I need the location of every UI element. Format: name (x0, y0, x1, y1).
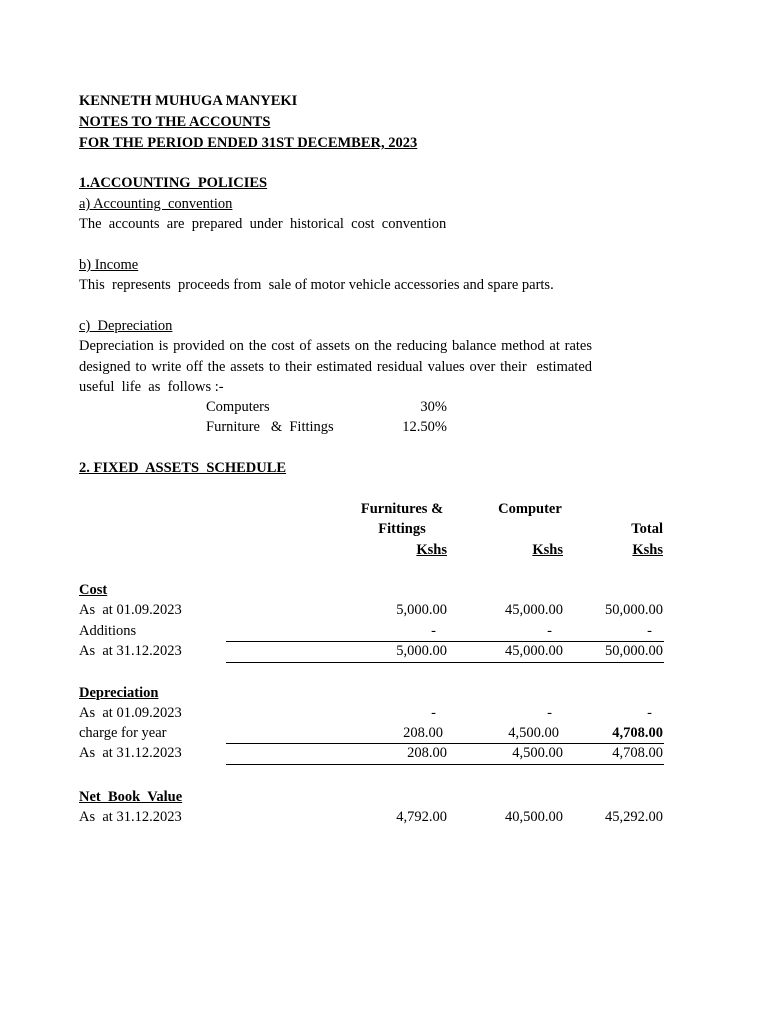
rate-asset-furniture: Furniture & Fittings (206, 419, 334, 435)
nbv-row-label: As at 31.12.2023 (79, 809, 182, 825)
nbv-row-furniture: 4,792.00 (396, 809, 447, 825)
cost-row-computer: - (547, 623, 552, 639)
cost-row-furniture: 5,000.00 (396, 602, 447, 618)
rate-value-furniture: 12.50% (402, 419, 447, 435)
nbv-heading: Net Book Value (79, 789, 183, 805)
cost-row-total: - (647, 623, 652, 639)
document-title: NOTES TO THE ACCOUNTS (79, 114, 271, 130)
divider (226, 662, 664, 663)
cost-row-furniture: 5,000.00 (396, 643, 447, 659)
col-computer-currency: Kshs (532, 542, 563, 558)
depreciation-row-furniture: - (431, 705, 436, 721)
nbv-row-computer: 40,500.00 (505, 809, 563, 825)
depreciation-row-total: 4,708.00 (612, 745, 663, 761)
convention-text: The accounts are prepared under historical cost convention (79, 216, 447, 232)
depreciation-text: Depreciation is provided on the cost of assets on the reducing balance method at rates designed to write off the assets to their estimated residual values over their estimated useful life as follows :- (79, 338, 600, 395)
depreciation-row-furniture: 208.00 (407, 745, 447, 761)
period-title: FOR THE PERIOD ENDED 31ST DECEMBER, 2023 (79, 135, 418, 151)
depreciation-row-computer: 4,500.00 (512, 745, 563, 761)
depreciation-row-label: As at 31.12.2023 (79, 745, 182, 761)
income-heading: b) Income (79, 257, 139, 273)
schedule-heading: 2. FIXED ASSETS SCHEDULE (79, 460, 287, 476)
depreciation-row-computer: 4,500.00 (508, 725, 559, 741)
cost-row-furniture: - (431, 623, 436, 639)
cost-row-total: 50,000.00 (605, 643, 663, 659)
rate-value-computers: 30% (420, 399, 447, 415)
nbv-row-total: 45,292.00 (605, 809, 663, 825)
depreciation-row-total: - (647, 705, 652, 721)
depreciation-row-label: charge for year (79, 725, 167, 741)
depreciation-row-furniture: 208.00 (403, 725, 443, 741)
policies-heading: 1.ACCOUNTING POLICIES (79, 175, 268, 191)
col-furniture-line1: Furnitures & (360, 501, 444, 517)
col-total: Total (631, 521, 663, 537)
depreciation-row-label: As at 01.09.2023 (79, 705, 182, 721)
rate-asset-computers: Computers (206, 399, 270, 415)
depreciation-heading: c) Depreciation (79, 318, 173, 334)
cost-heading: Cost (79, 582, 108, 598)
convention-heading: a) Accounting convention (79, 196, 233, 212)
company-name: KENNETH MUHUGA MANYEKI (79, 93, 298, 109)
col-total-currency: Kshs (632, 542, 663, 558)
cost-row-computer: 45,000.00 (505, 602, 563, 618)
cost-row-total: 50,000.00 (605, 602, 663, 618)
depreciation-schedule-heading: Depreciation (79, 685, 159, 701)
col-furniture-line2: Fittings (378, 521, 426, 537)
depreciation-row-computer: - (547, 705, 552, 721)
col-computer: Computer (498, 501, 562, 517)
cost-row-label: As at 01.09.2023 (79, 602, 182, 618)
depreciation-row-total: 4,708.00 (612, 725, 663, 741)
income-text: This represents proceeds from sale of motor vehicle accessories and spare parts. (79, 277, 554, 293)
col-furniture-currency: Kshs (416, 542, 447, 558)
cost-row-computer: 45,000.00 (505, 643, 563, 659)
cost-row-label: As at 31.12.2023 (79, 643, 182, 659)
cost-row-label: Additions (79, 623, 137, 639)
divider (226, 764, 664, 765)
